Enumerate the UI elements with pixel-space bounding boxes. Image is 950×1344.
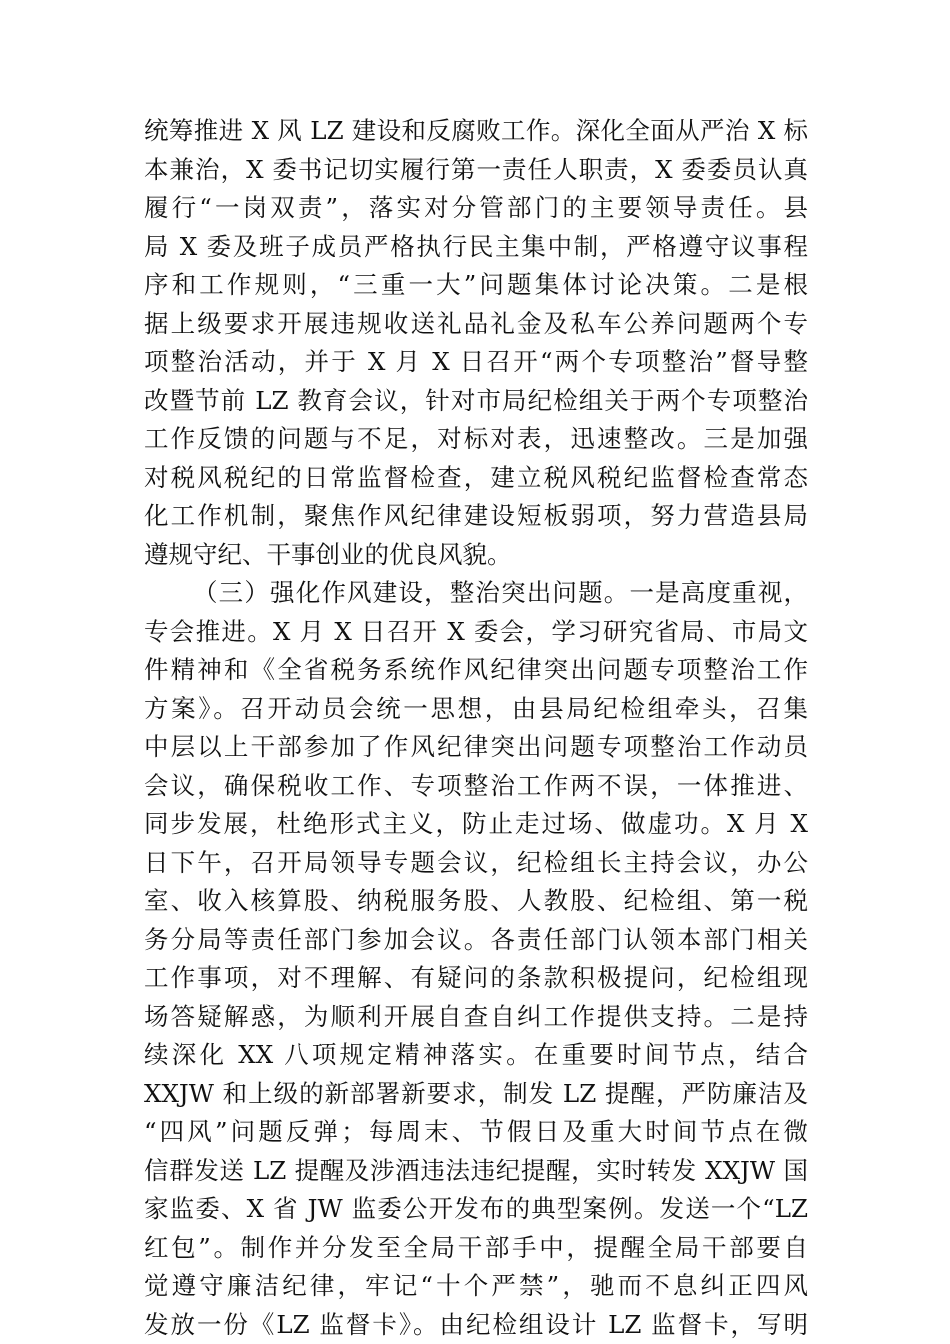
text-line: 红包”。制作并分发至全局干部手中，提醒全局干部要自 <box>144 1232 808 1262</box>
text-line: 改暨节前 LZ 教育会议，针对市局纪检组关于两个专项整治 <box>144 385 808 415</box>
text-line: 件精神和《全省税务系统作风纪律突出问题专项整治工作 <box>144 655 808 684</box>
text-line: 发放一份《LZ 监督卡》。由纪检组设计 LZ 监督卡，写明 <box>144 1309 808 1339</box>
text-line: 序和工作规则，“三重一大”问题集体讨论决策。二是根 <box>144 270 808 299</box>
text-line: 据上级要求开展违规收送礼品礼金及私车公养问题两个专 <box>144 308 808 338</box>
text-line: 统筹推进 X 风 LZ 建设和反腐败工作。深化全面从严治 X 标 <box>144 116 808 145</box>
text-line: XXJW 和上级的新部署新要求，制发 LZ 提醒，严防廉洁及 <box>144 1078 808 1108</box>
text-line: 室、收入核算股、纳税服务股、人教股、纪检组、第一税 <box>144 886 808 915</box>
text-line: 场答疑解惑，为顺利开展自查自纠工作提供支持。二是持 <box>144 1001 808 1031</box>
text-line: 日下午，召开局领导专题会议，纪检组长主持会议，办公 <box>144 847 808 877</box>
text-line: 同步发展，杜绝形式主义，防止走过场、做虚功。X 月 X <box>144 809 808 838</box>
text-line: 信群发送 LZ 提醒及涉酒违法违纪提醒，实时转发 XXJW 国 <box>144 1155 808 1185</box>
text-line: 本兼治，X 委书记切实履行第一责任人职责，X 委委员认真 <box>144 154 808 184</box>
text-line: 方案》。召开动员会统一思想，由县局纪检组牵头，召集 <box>144 693 808 723</box>
text-line: 工作事项，对不理解、有疑问的条款积极提问，纪检组现 <box>144 963 808 992</box>
document-body <box>144 112 808 1344</box>
text-line: 觉遵守廉洁纪律，牢记“十个严禁”，驰而不息纠正四风 <box>144 1271 808 1300</box>
text-line: 中层以上干部参加了作风纪律突出问题专项整治工作动员 <box>144 732 808 761</box>
text-line: 会议，确保税收工作、专项整治工作两不误，一体推进、 <box>144 770 808 800</box>
text-line: 项整治活动，并于 X 月 X 日召开“两个专项整治”督导整 <box>144 347 808 376</box>
text-line: 家监委、X 省 JW 监委公开发布的典型案例。发送一个“LZ <box>144 1194 808 1223</box>
text-line: 对税风税纪的日常监督检查，建立税风税纪监督检查常态 <box>144 462 808 492</box>
text-line: 续深化 XX 八项规定精神落实。在重要时间节点，结合 <box>144 1040 808 1069</box>
text-line: 务分局等责任部门参加会议。各责任部门认领本部门相关 <box>144 924 808 954</box>
text-line: 专会推进。X 月 X 日召开 X 委会，学习研究省局、市局文 <box>144 616 808 646</box>
text-line: 工作反馈的问题与不足，对标对表，迅速整改。三是加强 <box>144 424 808 453</box>
section-heading-line: （三）强化作风建设，整治突出问题。一是高度重视， <box>193 578 808 607</box>
paragraph-end-line: 遵规守纪、干事创业的优良风貌。 <box>144 539 512 569</box>
text-line: 化工作机制，聚焦作风纪律建设短板弱项，努力营造县局 <box>144 501 808 530</box>
text-line: 履行“一岗双责”，落实对分管部门的主要领导责任。县 <box>144 193 808 222</box>
text-line: 局 X 委及班子成员严格执行民主集中制，严格遵守议事程 <box>144 231 808 261</box>
text-line: “四风”问题反弹；每周末、节假日及重大时间节点在微 <box>144 1117 808 1146</box>
